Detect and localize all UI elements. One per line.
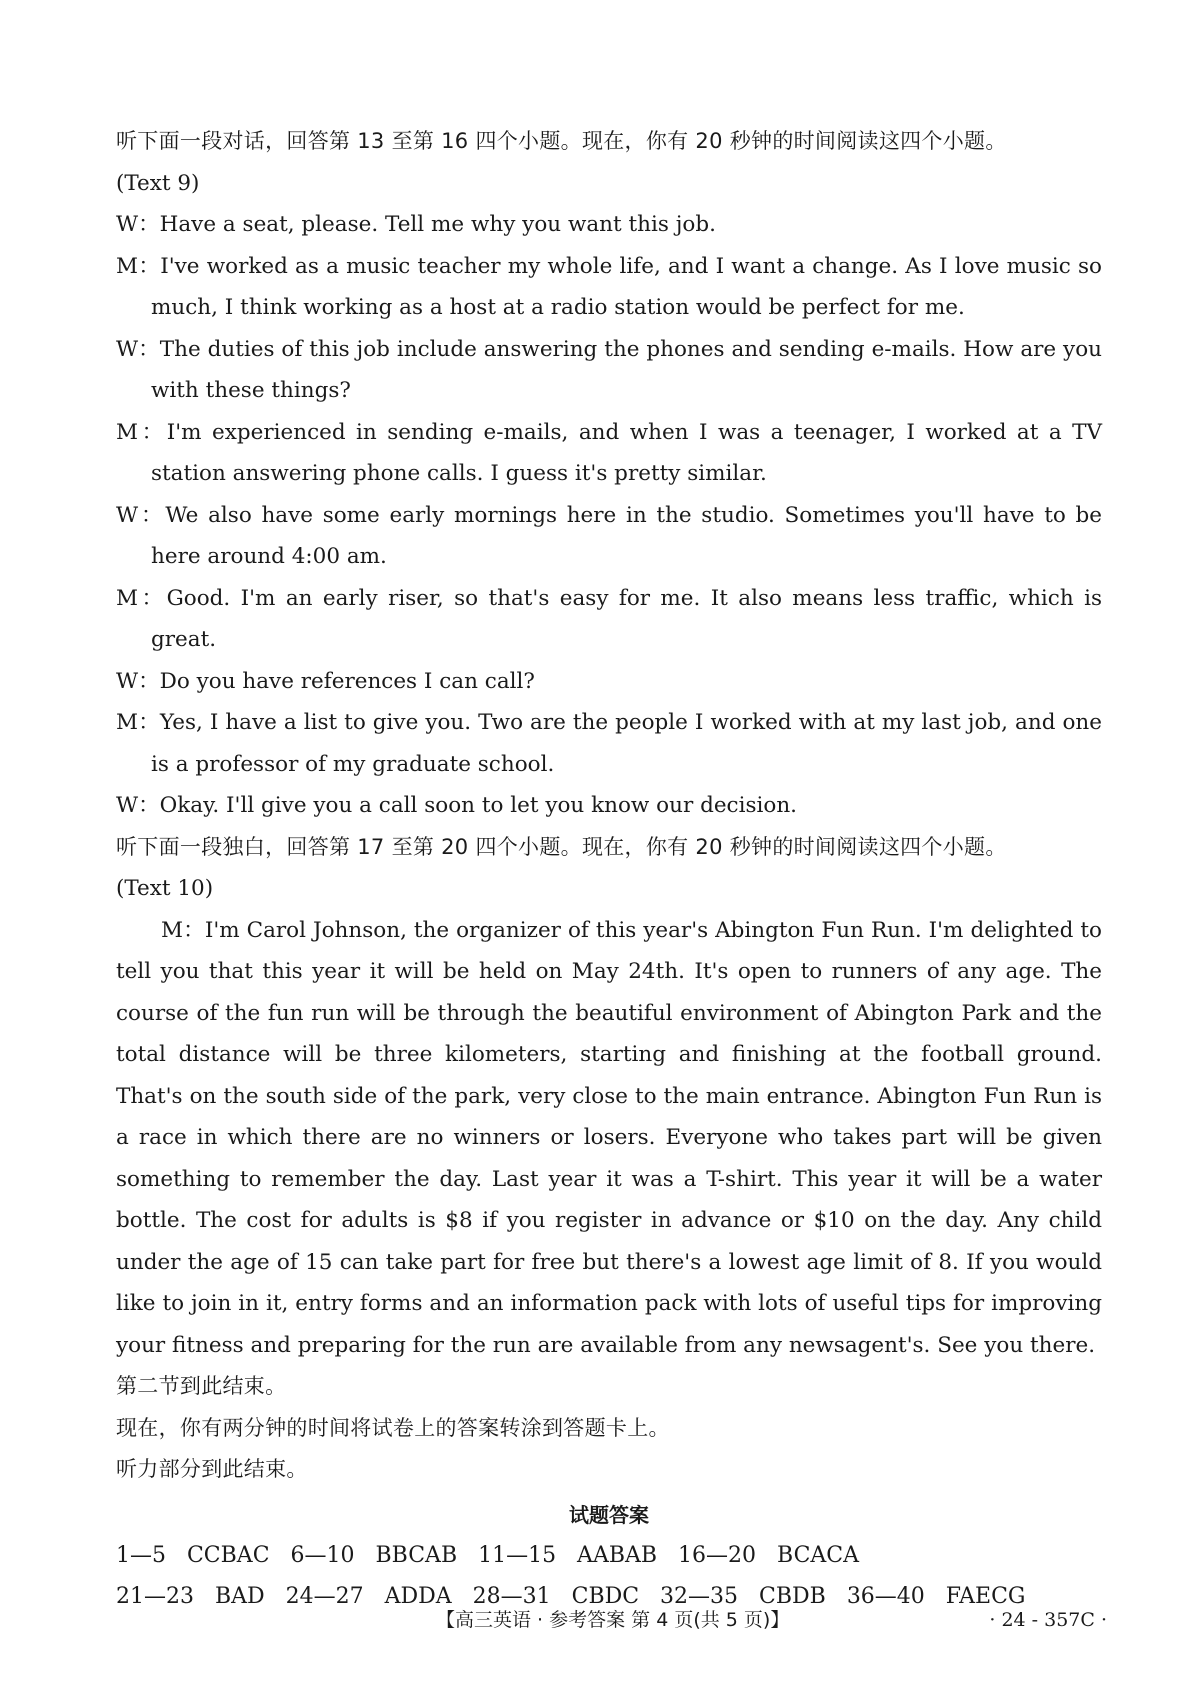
- dialogue-turn: [116, 246, 1102, 329]
- dialogue-text: We also have some early mornings here in the studio. Sometimes you'll have to be here around 4:00 am.: [151, 502, 1102, 569]
- speaker-label: M：: [116, 585, 167, 611]
- dialogue-turn: [116, 702, 1102, 785]
- section-intro-17-20: 听下面一段独白，回答第 17 至第 20 四个小题。现在，你有 20 秒钟的时间阅读这四个小题。: [116, 834, 1007, 859]
- dialogue-text: I've worked as a music teacher my whole life, and I want a change. As I love music so much, I think working as a host at a radio station would be perfect for me.: [151, 253, 1102, 320]
- closing-line-section-end: 第二节到此结束。: [116, 1374, 287, 1398]
- dialogue-text: Have a seat, please. Tell me why you want this job.: [159, 212, 716, 237]
- answers-heading: 试题答案: [569, 1502, 649, 1527]
- dialogue-text: Okay. I'll give you a call soon to let you know our decision.: [159, 793, 798, 818]
- page-content: [116, 121, 1102, 1618]
- speaker-label: W：: [116, 336, 160, 362]
- monologue-paragraph: M：I'm Carol Johnson, the organizer of this year's Abington Fun Run. I'm delighted to tell you that this year it will be held on May 24th. It's open to runners of any age. The course of the fun run will be through the beautiful environment of Abington Park and the total distance will be three kilometers, starting and finishing at the football ground. That's on the south side of the park, very close to the main entrance. Abington Fun Run is a race in which there are no winners or losers. Everyone who takes part will be given something to remember the day. Last year it was a T-shirt. This year it will be a water bottle. The cost for adults is $8 if you register in advance or $10 on the day. Any child under the age of 15 can take part for free but there's a lowest age limit of 8. If you would like to join in it, entry forms and an information pack with lots of useful tips for improving your fitness and preparing for the run are available from any newsagent's. See you there.: [116, 917, 1102, 1358]
- closing-line-transfer-answers: 现在，你有两分钟的时间将试卷上的答案转涂到答题卡上。: [116, 1415, 670, 1440]
- speaker-label: M：: [116, 419, 167, 445]
- speaker-label: M：: [116, 710, 160, 735]
- dialogue-turn: [116, 785, 1102, 827]
- speaker-label: M：: [116, 253, 161, 279]
- answers-row-2: 21—23 BAD 24—27 ADDA 28—31 CBDC 32—35 CBDB 36—40 FAECG: [116, 1584, 1026, 1609]
- dialogue-turn: [116, 661, 1102, 703]
- dialogue-text: The duties of this job include answering the phones and sending e-mails. How are you with these things?: [151, 336, 1102, 403]
- page-footer: [0, 1600, 1200, 1640]
- dialogue-text: Do you have references I can call?: [159, 668, 535, 694]
- text10-label: (Text 10): [116, 876, 214, 901]
- dialogue-text: Good. I'm an early riser, so that's easy for me. It also means less traffic, which is great.: [151, 585, 1102, 652]
- dialogue-turn: [116, 495, 1102, 578]
- answers-row-1: 1—5 CCBAC 6—10 BBCAB 11—15 AABAB 16—20 BCACA: [116, 1542, 860, 1568]
- section-intro-13-16: 听下面一段对话，回答第 13 至第 16 四个小题。现在，你有 20 秒钟的时间阅读这四个小题。: [116, 129, 1007, 153]
- dialogue: [116, 204, 1102, 827]
- speaker-label: W：: [116, 502, 166, 528]
- dialogue-text: Yes, I have a list to give you. Two are the people I worked with at my last job, and one is a professor of my graduate school.: [151, 710, 1103, 777]
- footer-page-info: 【高三英语 · 参考答案 第 4 页(共 5 页)】: [436, 1609, 790, 1631]
- footer-code: · 24 - 357C ·: [989, 1609, 1107, 1631]
- dialogue-turn: [116, 578, 1102, 661]
- dialogue-turn: [116, 329, 1102, 412]
- dialogue-turn: [116, 412, 1102, 495]
- speaker-label: W：: [116, 212, 160, 237]
- closing-line-listening-end: 听力部分到此结束。: [116, 1457, 308, 1481]
- text9-label: (Text 9): [116, 170, 200, 196]
- speaker-label: W：: [116, 668, 160, 694]
- dialogue-text: I'm experienced in sending e-mails, and when I was a teenager, I worked at a TV station answering phone calls. I guess it's pretty similar.: [151, 419, 1102, 486]
- dialogue-turn: [116, 204, 1102, 246]
- speaker-label: W：: [116, 793, 160, 818]
